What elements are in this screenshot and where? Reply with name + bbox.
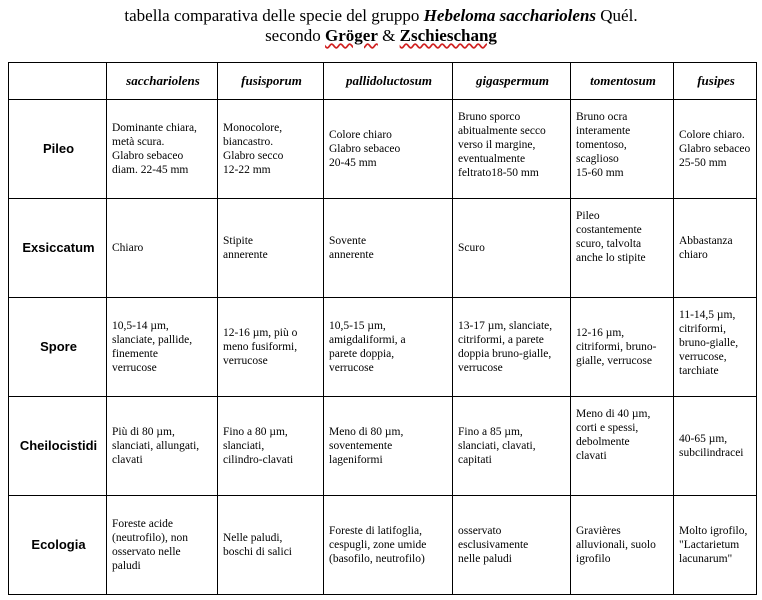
title-species: Hebeloma sacchariolens — [423, 6, 597, 25]
table-cell — [218, 199, 324, 298]
document-title — [0, 6, 762, 46]
table-cell — [107, 496, 218, 595]
cell-text: Foreste acide (neutrofilo), non osservato nelle paludi — [112, 518, 189, 572]
cell-text: Gravières alluvionali, suolo igrofilo — [576, 525, 656, 565]
table-cell — [218, 496, 324, 595]
table-cell — [453, 199, 571, 298]
row-header: Spore — [9, 298, 107, 397]
table-row-ecologia — [9, 496, 757, 595]
cell-text: 40-65 µm, subcilindracei — [679, 433, 744, 459]
corner-cell — [9, 63, 107, 100]
column-header: fusisporum — [218, 63, 324, 100]
table-cell — [674, 496, 757, 595]
comparison-table — [8, 62, 757, 595]
cell-text: Colore chiaro. Glabro sebaceo 25-50 mm — [679, 129, 751, 169]
cell-text: Nelle paludi, boschi di salici — [223, 532, 292, 558]
cell-text: Bruno sporco abitualmente secco verso il margine, eventualmente feltrato18-50 mm — [458, 111, 546, 179]
cell-text: 13-17 µm, slanciate, citriformi, a parete doppia bruno-gialle, verrucose — [458, 320, 553, 374]
table-cell — [453, 298, 571, 397]
cell-text: 11-14,5 µm, citriformi, bruno-gialle, verrucose, tarchiate — [679, 309, 739, 377]
cell-text: osservato esclusivamente nelle paludi — [458, 525, 529, 565]
table-row-cheilocistidi — [9, 397, 757, 496]
table-cell — [107, 199, 218, 298]
table-cell — [571, 199, 674, 298]
header-row — [9, 63, 757, 100]
title-author: Quél. — [596, 6, 638, 25]
cell-text: Chiaro — [112, 242, 144, 254]
cell-text: Scuro — [458, 242, 485, 254]
title-author-zschieschang: Zschieschang — [399, 26, 497, 45]
row-header: Exsiccatum — [9, 199, 107, 298]
column-header: sacchariolens — [107, 63, 218, 100]
cell-text: 12-16 µm, più o meno fusiformi, verrucose — [223, 327, 298, 367]
cell-text: Sovente annerente — [329, 235, 374, 261]
title-ampersand: & — [377, 26, 400, 45]
table-cell — [674, 199, 757, 298]
table-cell — [571, 397, 674, 496]
column-header: fusipes — [674, 63, 757, 100]
cell-text: Dominante chiara, metà scura. Glabro sebaceo diam. 22-45 mm — [112, 122, 197, 176]
table-cell — [453, 100, 571, 199]
cell-text: Foreste di latifoglia, cespugli, zone umide (basofilo, neutrofilo) — [329, 525, 427, 565]
title-prefix: tabella comparativa delle specie del gruppo — [124, 6, 424, 25]
title-line-1 — [0, 6, 762, 26]
cell-text: Fino a 80 µm, slanciati, cilindro-clavati — [223, 426, 294, 466]
title-secondo: secondo — [265, 26, 326, 45]
table-row-exsiccatum — [9, 199, 757, 298]
cell-text: 12-16 µm, citriformi, bruno- gialle, verrucose — [576, 327, 657, 367]
cell-text: Monocolore, biancastro. Glabro secco 12-22 mm — [223, 122, 284, 176]
table-cell — [218, 100, 324, 199]
title-line-2 — [0, 26, 762, 46]
column-header: tomentosum — [571, 63, 674, 100]
cell-text: Colore chiaro Glabro sebaceo 20-45 mm — [329, 129, 401, 169]
table-row-pileo — [9, 100, 757, 199]
table-cell — [107, 397, 218, 496]
cell-text: Abbastanza chiaro — [679, 235, 733, 261]
cell-text: Meno di 80 µm, soventemente lageniformi — [329, 426, 404, 466]
cell-text: Stipite annerente — [223, 235, 268, 261]
cell-text: Fino a 85 µm, slanciati, clavati, capitati — [458, 426, 536, 466]
table-cell — [107, 298, 218, 397]
table-cell — [453, 397, 571, 496]
table-cell — [324, 199, 453, 298]
row-header: Pileo — [9, 100, 107, 199]
table-cell — [674, 397, 757, 496]
table-row-spore — [9, 298, 757, 397]
title-author-groger: Gröger — [325, 26, 378, 45]
table-cell — [324, 100, 453, 199]
column-header: pallidoluctosum — [324, 63, 453, 100]
cell-text: 10,5-15 µm, amigdaliformi, a parete doppia, verrucose — [329, 320, 406, 374]
table-cell — [107, 100, 218, 199]
table-cell — [674, 298, 757, 397]
cell-text: Pileo costantemente scuro, talvolta anche lo stipite — [576, 210, 646, 264]
table-cell — [453, 496, 571, 595]
column-header: gigaspermum — [453, 63, 571, 100]
table-cell — [571, 298, 674, 397]
cell-text: Molto igrofilo, "Lactarietum lacunarum" — [679, 525, 748, 565]
table-cell — [674, 100, 757, 199]
cell-text: 10,5-14 µm, slanciate, pallide, finemente verrucose — [112, 320, 193, 374]
table-cell — [571, 100, 674, 199]
cell-text: Bruno ocra interamente tomentoso, scaglioso 15-60 mm — [576, 111, 631, 179]
row-header: Cheilocistidi — [9, 397, 107, 496]
table-cell — [324, 298, 453, 397]
cell-text: Meno di 40 µm, corti e spessi, debolmente clavati — [576, 408, 651, 462]
table-cell — [218, 397, 324, 496]
cell-text: Più di 80 µm, slanciati, allungati, clavati — [112, 426, 200, 466]
table-cell — [324, 496, 453, 595]
row-header: Ecologia — [9, 496, 107, 595]
table-cell — [571, 496, 674, 595]
table-cell — [218, 298, 324, 397]
table-cell — [324, 397, 453, 496]
